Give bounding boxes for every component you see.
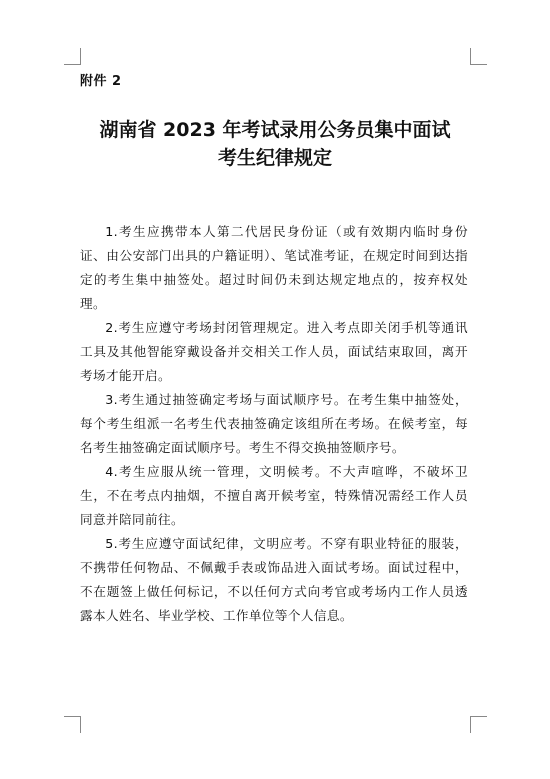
crop-mark-top-right: [470, 48, 487, 65]
document-title-line-1: 湖南省 2023 年考试录用公务员集中面试: [99, 119, 451, 141]
rule-paragraph-2: 2.考生应遵守考场封闭管理规定。进入考点即关闭手机等通讯工具及其他智能穿戴设备并交相关工作人员，面试结束取回，离开考场才能开启。: [80, 320, 468, 383]
rule-paragraph-5: 5.考生应遵守面试纪律，文明应考。不穿有职业特征的服装，不携带任何物品、不佩戴手表或饰品进入面试考场。面试过程中，不在题签上做任何标记，不以任何方式向考官或考场内工作人员透露本人姓名、毕业学校、工作单位等个人信息。: [80, 536, 468, 623]
rule-paragraph-1: 1.考生应携带本人第二代居民身份证（或有效期内临时身份证、由公安部门出具的户籍证明）、笔试准考证，在规定时间到达指定的考生集中抽签处。超过时间仍未到达规定地点的，按弃权处理。: [80, 224, 468, 311]
attachment-label: 附件 2: [80, 74, 122, 89]
document-title-line-2: 考生纪律规定: [217, 147, 332, 169]
crop-mark-bottom-right: [470, 716, 487, 733]
document-body: [80, 220, 468, 628]
rule-paragraph-3: 3.考生通过抽签确定考场与面试顺序号。在考生集中抽签处，每个考生组派一名考生代表抽签确定该组所在考场。在候考室，每名考生抽签确定面试顺序号。考生不得交换抽签顺序号。: [80, 392, 468, 455]
rule-paragraph-4: 4.考生应服从统一管理，文明候考。不大声喧哗，不破坏卫生，不在考点内抽烟，不擅自离开候考室，特殊情况需经工作人员同意并陪同前往。: [80, 464, 468, 527]
crop-mark-bottom-left: [64, 716, 81, 733]
crop-mark-top-left: [64, 48, 81, 65]
